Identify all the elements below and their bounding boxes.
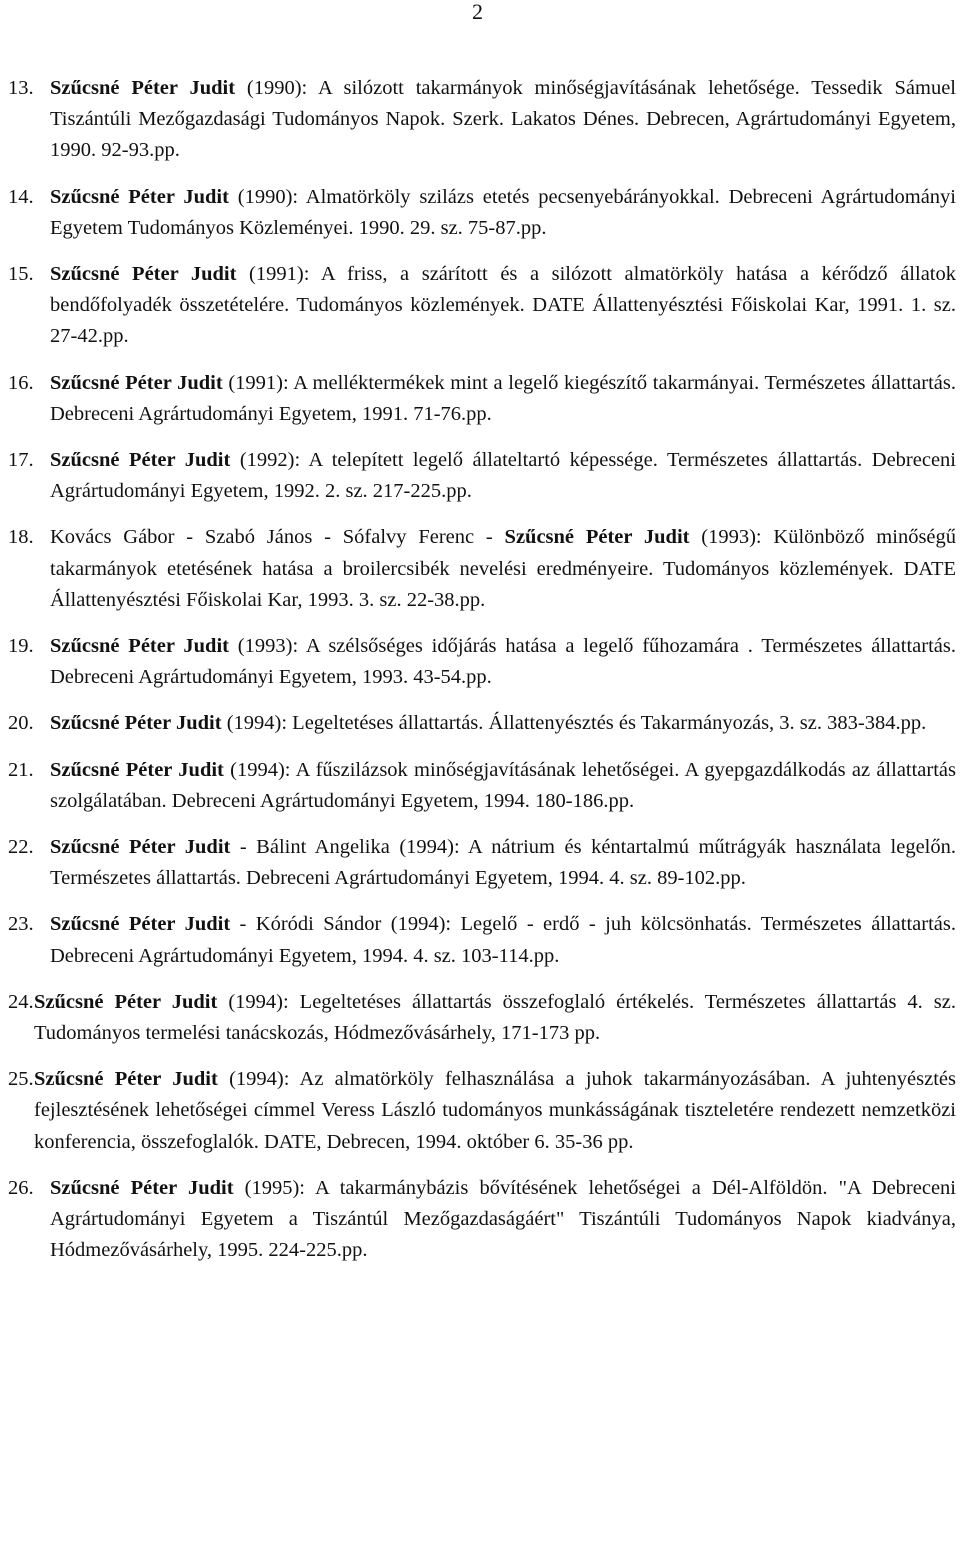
reference-author: Szűcsné Péter Judit (34, 990, 218, 1013)
reference-text: (1994): Legeltetéses állattartás összefoglaló értékelés. Természetes állattartás 4. sz. Tudományos termelési tanácskozás, Hódmezővásárhely, 171-173 pp. (34, 990, 956, 1045)
reference-number: 22. (8, 836, 34, 859)
reference-text: - Kóródi Sándor (1994): Legelő - erdő - juh kölcsönhatás. Természetes állattartás. Debreceni Agrártudományi Egyetem, 1994. 4. sz. 103-114.pp. (50, 913, 956, 967)
reference-author: Szűcsné Péter Judit (50, 836, 231, 859)
reference-number: 18. (8, 526, 34, 549)
reference-text: (1990): Almatörköly szilázs etetés pecsenyebárányokkal. Debreceni Agrártudományi Egyetem Tudományos Közleményei. 1990. 29. sz. 75-87.pp. (50, 185, 956, 239)
reference-item (0, 832, 960, 894)
reference-text: - Bálint Angelika (1994): A nátrium és kéntartalmú műtrágyák használata legelőn. Természetes állattartás. Debreceni Agrártudományi Egyetem, 1994. 4. sz. 89-102.pp. (50, 836, 956, 890)
reference-author: Szűcsné Péter Judit (504, 526, 690, 549)
reference-item (0, 708, 960, 739)
reference-number: 16. (8, 371, 34, 394)
reference-number: 15. (8, 263, 34, 286)
reference-author: Szűcsné Péter Judit (50, 371, 223, 394)
reference-item (0, 73, 960, 167)
reference-author: Szűcsné Péter Judit (50, 758, 224, 781)
reference-author: Szűcsné Péter Judit (50, 449, 231, 472)
reference-number: 24. (8, 990, 34, 1013)
reference-item (0, 368, 960, 430)
reference-item (0, 755, 960, 817)
reference-number: 26. (8, 1176, 34, 1199)
reference-text: (1991): A melléktermékek mint a legelő kiegészítő takarmányai. Természetes állattartás. Debreceni Agrártudományi Egyetem, 1991. 71-76.pp. (50, 371, 956, 425)
reference-text: (1993): A szélsőséges időjárás hatása a legelő fűhozamára . Természetes állattartás. Debreceni Agrártudományi Egyetem, 1993. 43-54.pp. (50, 635, 956, 689)
reference-text: (1992): A telepített legelő állateltartó képessége. Természetes állattartás. Debreceni Agrártudományi Egyetem, 1992. 2. sz. 217-225.pp. (50, 449, 956, 503)
reference-number: 21. (8, 758, 34, 781)
reference-text: (1993): Különböző minőségű takarmányok etetésének hatása a broilercsibék nevelési eredményeire. Tudományos közlemények. DATE Állattenyésztési Főiskolai Kar, 1993. 3. sz. 22-38.pp. (50, 526, 957, 611)
reference-number: 17. (8, 449, 34, 472)
reference-text: (1991): A friss, a szárított és a silózott almatörköly hatása a kérődző állatok bendőfolyadék összetételére. Tudományos közlemények. DATE Állattenyésztési Főiskolai Kar, 1991. 1. sz. 27-42.pp. (50, 263, 956, 348)
reference-list (0, 73, 960, 1282)
reference-author: Szűcsné Péter Judit (50, 635, 229, 658)
reference-number: 13. (8, 77, 34, 99)
reference-author: Szűcsné Péter Judit (50, 913, 231, 936)
reference-text: (1994): A fűszilázsok minőségjavításának lehetőségei. A gyepgazdálkodás az állattartás szolgálatában. Debreceni Agrártudományi Egyetem, 1994. 180-186.pp. (50, 758, 957, 812)
reference-text: (1994): Az almatörköly felhasználása a juhok takarmányozásában. A juhtenyésztés fejlesztésének lehetőségei címmel Veress László tudományos munkásságának tiszteletére rendezett nemzetközi konferencia, összefoglalók. DATE, Debrecen, 1994. október 6. 35-36 pp. (34, 1068, 957, 1153)
reference-item (0, 631, 960, 693)
reference-author: Szűcsné Péter Judit (50, 77, 236, 99)
reference-number: 23. (8, 913, 34, 936)
reference-item (0, 182, 960, 244)
reference-item (0, 987, 960, 1049)
reference-number: 14. (8, 185, 34, 208)
reference-author: Szűcsné Péter Judit (50, 185, 229, 208)
reference-text: (1994): Legeltetéses állattartás. Állattenyésztés és Takarmányozás, 3. sz. 383-384.pp. (221, 712, 927, 735)
page-number: 2 (472, 0, 483, 24)
reference-coauthors: Kovács Gábor - Szabó János - Sófalvy Ferenc - (50, 526, 505, 549)
reference-author: Szűcsné Péter Judit (50, 263, 237, 286)
reference-text: (1995): A takarmánybázis bővítésének lehetőségei a Dél-Alföldön. "A Debreceni Agrártudományi Egyetem a Tiszántúl Mezőgazdaságáért" Tiszántúli Tudományos Napok kiadványa, Hódmezővásárhely, 1995. 224-225.pp. (50, 1176, 957, 1262)
reference-item (0, 259, 960, 353)
reference-author: Szűcsné Péter Judit (34, 1068, 218, 1091)
reference-author: Szűcsné Péter Judit (50, 712, 222, 735)
reference-number: 20. (8, 712, 34, 735)
reference-number: 19. (8, 635, 34, 658)
reference-number: 25. (8, 1068, 34, 1091)
reference-item (0, 522, 960, 616)
reference-item (0, 1173, 960, 1267)
reference-text: (1990): A silózott takarmányok minőségjavításának lehetősége. Tessedik Sámuel Tiszántúli Mezőgazdasági Tudományos Napok. Szerk. Lakatos Dénes. Debrecen, Agrártudományi Egyetem, 1990. 92-93.pp. (50, 77, 956, 162)
reference-item (0, 445, 960, 507)
reference-author: Szűcsné Péter Judit (50, 1176, 234, 1199)
reference-item (0, 909, 960, 971)
reference-item (0, 1064, 960, 1158)
